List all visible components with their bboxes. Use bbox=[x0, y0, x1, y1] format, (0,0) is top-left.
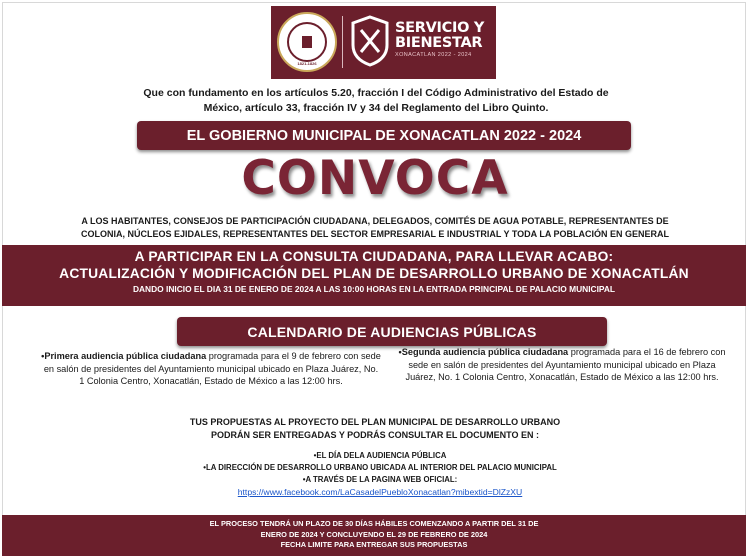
consultation-line-1: A PARTICIPAR EN LA CONSULTA CIUDADANA, PARA LLEVAR ACABO: bbox=[134, 249, 614, 264]
proposals-text bbox=[160, 416, 590, 442]
second-hearing bbox=[396, 346, 728, 384]
calendar-title: CALENDARIO DE AUDIENCIAS PÚBLICAS bbox=[247, 323, 537, 340]
footer-line-3: FECHA LIMITE PARA ENTREGAR SUS PROPUESTAS bbox=[280, 540, 468, 549]
footer-line-1: EL PROCESO TENDRÁ UN PLAZO DE 30 DÍAS HÁBILES COMENZANDO A PARTIR DEL 31 DE bbox=[209, 519, 539, 528]
government-title-bar bbox=[137, 121, 631, 150]
seal-emblem bbox=[302, 36, 312, 48]
brand-line-3: XONACATLAN 2022 - 2024 bbox=[395, 52, 472, 58]
proposals-line-1: TUS PROPUESTAS AL PROYECTO DEL PLAN MUNICIPAL DE DESARROLLO URBANO bbox=[189, 417, 561, 427]
audience-text bbox=[40, 215, 710, 241]
audience-line-2: COLONIA, NÚCLEOS EJIDALES, REPRESENTANTES DEL SECTOR EMPRESARIAL E INDUSTRIAL Y TODA LA POBLACIÓN EN GENERAL bbox=[80, 229, 670, 239]
shield-logo-icon bbox=[350, 15, 390, 67]
proposals-line-2: PODRÁN SER ENTREGADAS Y PODRÁS CONSULTAR EL DOCUMENTO EN : bbox=[210, 430, 540, 440]
list-item: •A TRAVÉS DE LA PAGINA WEB OFICIAL: bbox=[302, 475, 458, 484]
government-title: EL GOBIERNO MUNICIPAL DE XONACATLAN 2022 - 2024 bbox=[186, 127, 582, 144]
submission-options bbox=[150, 450, 610, 499]
municipal-seal-icon bbox=[277, 12, 337, 72]
consultation-band bbox=[2, 245, 746, 306]
legal-line-1: Que con fundamento en los artículos 5.20, fracción I del Código Administrativo del Estado de bbox=[143, 87, 609, 99]
convoca-heading: CONVOCA bbox=[241, 151, 509, 206]
seal-text: 1821-1826 bbox=[297, 61, 317, 66]
brand-line-1: SERVICIO Y bbox=[395, 20, 485, 36]
first-hearing-title: •Primera audiencia pública ciudadana bbox=[41, 351, 207, 361]
seal-ring bbox=[287, 22, 327, 62]
list-item: •LA DIRECCIÓN DE DESARROLLO URBANO UBICADA AL INTERIOR DEL PALACIO MUNICIPAL bbox=[203, 463, 557, 472]
brand-line-2: BIENESTAR bbox=[395, 35, 483, 51]
second-hearing-text: programada para el 16 de febrero con sede en salón de presidentes del Ayuntamiento municipal ubicado en Plaza Juárez, No. 1 Colonia Centro, Xonacatlán, Estado de México a las 12:00 hrs. bbox=[405, 347, 726, 382]
list-item: •EL DÍA DELA AUDIENCIA PÚBLICA bbox=[313, 451, 447, 460]
second-hearing-title: •Segunda audiencia pública ciudadana bbox=[398, 347, 569, 357]
logo-divider bbox=[342, 16, 343, 68]
facebook-link[interactable]: https://www.facebook.com/LaCasadelPuebloXonacatlan?mibextid=DlZzXU bbox=[237, 487, 523, 497]
consultation-line-3: DANDO INICIO EL DIA 31 DE ENERO DE 2024 A LAS 10:00 HORAS EN LA ENTRADA PRINCIPAL DE PALACIO MUNICIPAL bbox=[132, 284, 616, 294]
audience-line-1: A LOS HABITANTES, CONSEJOS DE PARTICIPACIÓN CIUDADANA, DELEGADOS, COMITÉS DE AGUA POTABLE, REPRESENTANTES DE bbox=[81, 216, 669, 226]
first-hearing bbox=[40, 350, 382, 388]
header-logo-band bbox=[271, 6, 496, 79]
deadline-footer bbox=[2, 515, 746, 556]
brand-wordmark bbox=[395, 21, 484, 58]
consultation-line-2: ACTUALIZACIÓN Y MODIFICACIÓN DEL PLAN DE DESARROLLO URBANO DE XONACATLÁN bbox=[59, 266, 689, 281]
legal-basis bbox=[130, 86, 622, 116]
first-hearing-text: programada para el 9 de febrero con sede en salón de presidentes del Ayuntamiento municipal ubicado en Plaza Juárez, No. 1 Colonia Centro, Xonacatlán, Estado de México a las 12:00 hrs. bbox=[43, 351, 381, 386]
legal-line-2: México, artículo 33, fracción IV y 34 del Reglamento del Libro Quinto. bbox=[203, 102, 549, 114]
footer-line-2: ENERO DE 2024 Y CONCLUYENDO EL 29 DE FEBRERO DE 2024 bbox=[260, 529, 488, 539]
calendar-title-bar bbox=[177, 317, 607, 346]
